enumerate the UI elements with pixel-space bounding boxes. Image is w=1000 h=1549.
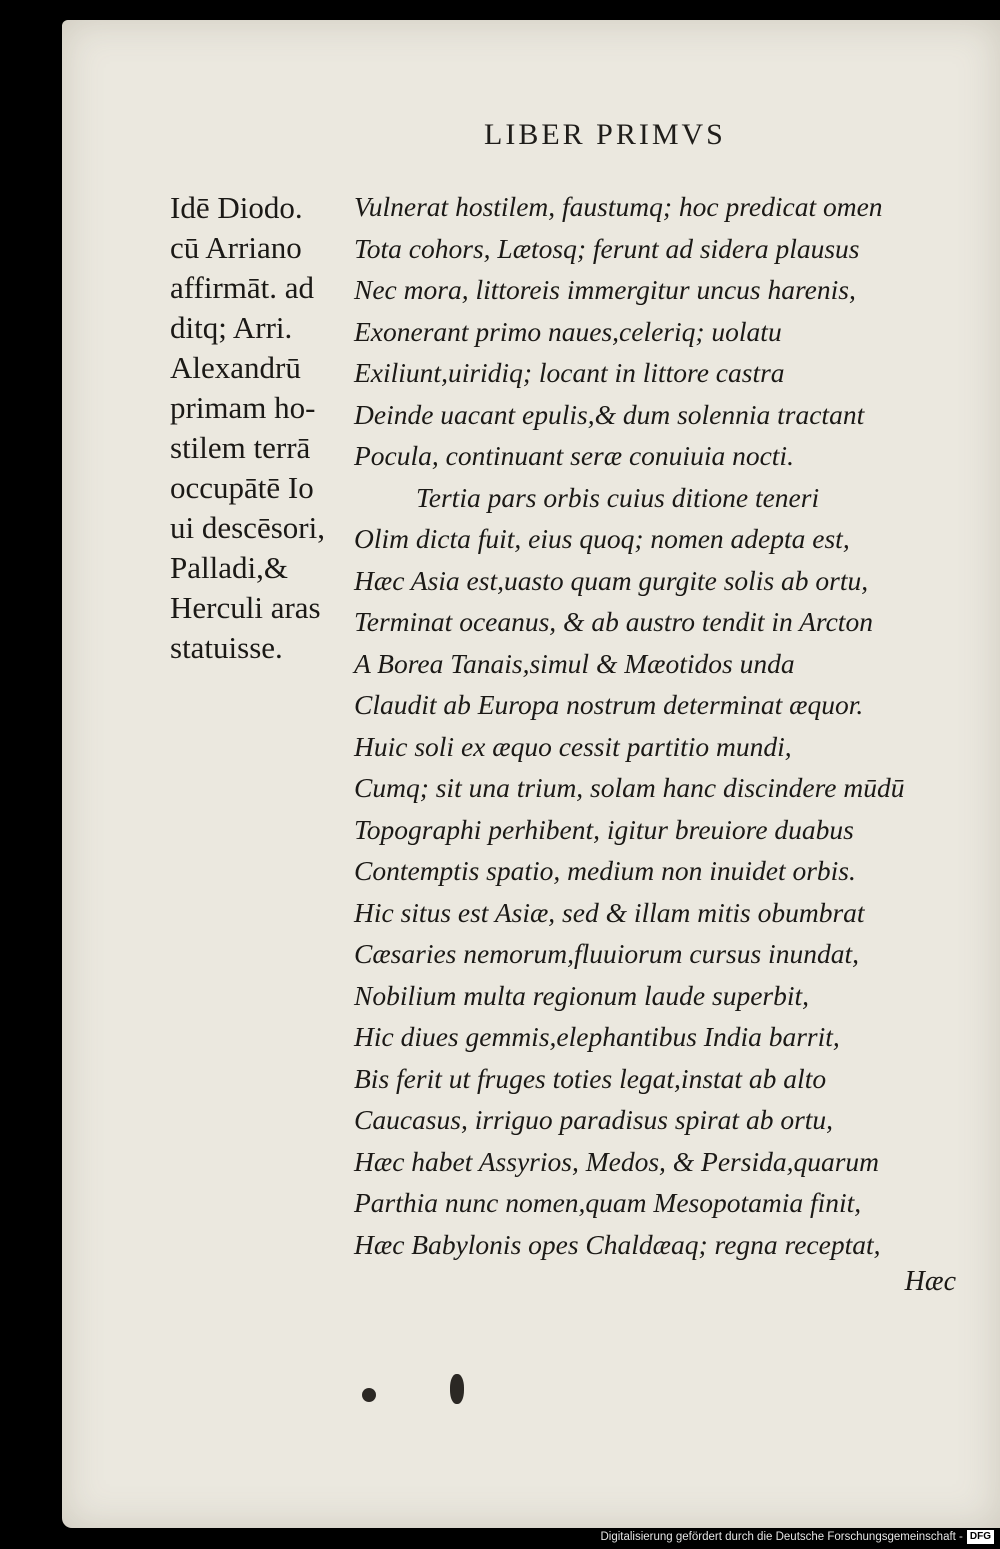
verse-line: Bis ferit ut fruges toties legat,instat ab alto (354, 1062, 827, 1094)
dfg-logo: DFG (967, 1530, 994, 1544)
marginal-note-line: Idē Diodo. (170, 190, 303, 225)
verse-line: Cæsaries nemorum,fluuiorum cursus inundat, (354, 938, 859, 969)
marginal-note-line: primam ho- (170, 390, 316, 425)
marginal-note-line: cū Arriano (170, 230, 302, 265)
marginal-note-line: Herculi aras (170, 590, 321, 625)
marginal-note-line: stilem terrā (170, 430, 311, 465)
book-page (62, 20, 1000, 1528)
marginal-note-line: Palladi,& (170, 550, 288, 585)
verse-line: Huic soli ex æquo cessit partitio mundi, (354, 730, 792, 762)
verse-line: Parthia nunc nomen,quam Mesopotamia finit, (354, 1187, 862, 1218)
marginal-note-line: occupātē Io (170, 470, 314, 505)
verse-line: Olim dicta fuit, eius quoq; nomen adepta est, (354, 523, 850, 554)
verse-line: Topographi perhibent, igitur breuiore duabus (354, 813, 854, 845)
verse-line: Deinde uacant epulis,& dum solennia tractant (354, 398, 865, 430)
marginal-note-line: ditq; Arri. (170, 310, 293, 345)
verse-line: Tota cohors, Lætosq; ferunt ad sidera plausus (354, 232, 860, 264)
digitization-credit (600, 1529, 994, 1545)
verse-line: Hæc Asia est,uasto quam gurgite solis ab ortu, (354, 564, 869, 596)
verse-line: Hæc Babylonis opes Chaldæaq; regna receptat, (354, 1228, 881, 1260)
verse-line: Hæc habet Assyrios, Medos, & Persida,quarum (354, 1145, 880, 1177)
marginal-note-line: Alexandrū (170, 350, 301, 385)
ink-spot (362, 1388, 376, 1402)
catchword: Hæc (904, 1266, 956, 1297)
verse-text (354, 186, 964, 1265)
verse-line: Contemptis spatio, medium non inuidet orbis. (354, 855, 856, 886)
credit-text: Digitalisierung gefördert durch die Deutsche Forschungsgemeinschaft - (600, 1531, 963, 1543)
verse-line: Caucasus, irriguo paradisus spirat ab ortu, (354, 1104, 834, 1135)
verse-line: Nec mora, littoreis immergitur uncus harenis, (354, 274, 856, 305)
verse-line: A Borea Tanais,simul & Mæotidos unda (354, 647, 795, 679)
verse-line: Pocula, continuant seræ conuiuia nocti. (354, 440, 794, 471)
marginal-note-line: ui descēsori, (170, 510, 325, 545)
verse-line: Exonerant primo naues,celeriq; uolatu (354, 315, 782, 347)
running-head: LIBER PRIMVS (484, 118, 726, 151)
verse-line: Cumq; sit una trium, solam hanc discindere mūdū (354, 772, 905, 803)
verse-line: Hic diues gemmis,elephantibus India barrit, (354, 1021, 840, 1052)
ink-spot (450, 1374, 464, 1404)
verse-line: Hic situs est Asiæ, sed & illam mitis obumbrat (354, 896, 865, 928)
verse-line: Tertia pars orbis cuius ditione teneri (416, 481, 820, 513)
marginal-note-line: statuisse. (170, 630, 283, 665)
show-through-text (972, 140, 1000, 1240)
verse-line: Vulnerat hostilem, faustumq; hoc predicat omen (354, 191, 883, 222)
verse-line: Terminat oceanus, & ab austro tendit in Arcton (354, 606, 873, 637)
verse-line: Exiliunt,uiridiq; locant in littore castra (354, 357, 785, 388)
marginal-note-line: affirmāt. ad (170, 270, 315, 305)
verse-line: Nobilium multa regionum laude superbit, (354, 979, 810, 1011)
verse-line: Claudit ab Europa nostrum determinat æquor. (354, 689, 864, 720)
